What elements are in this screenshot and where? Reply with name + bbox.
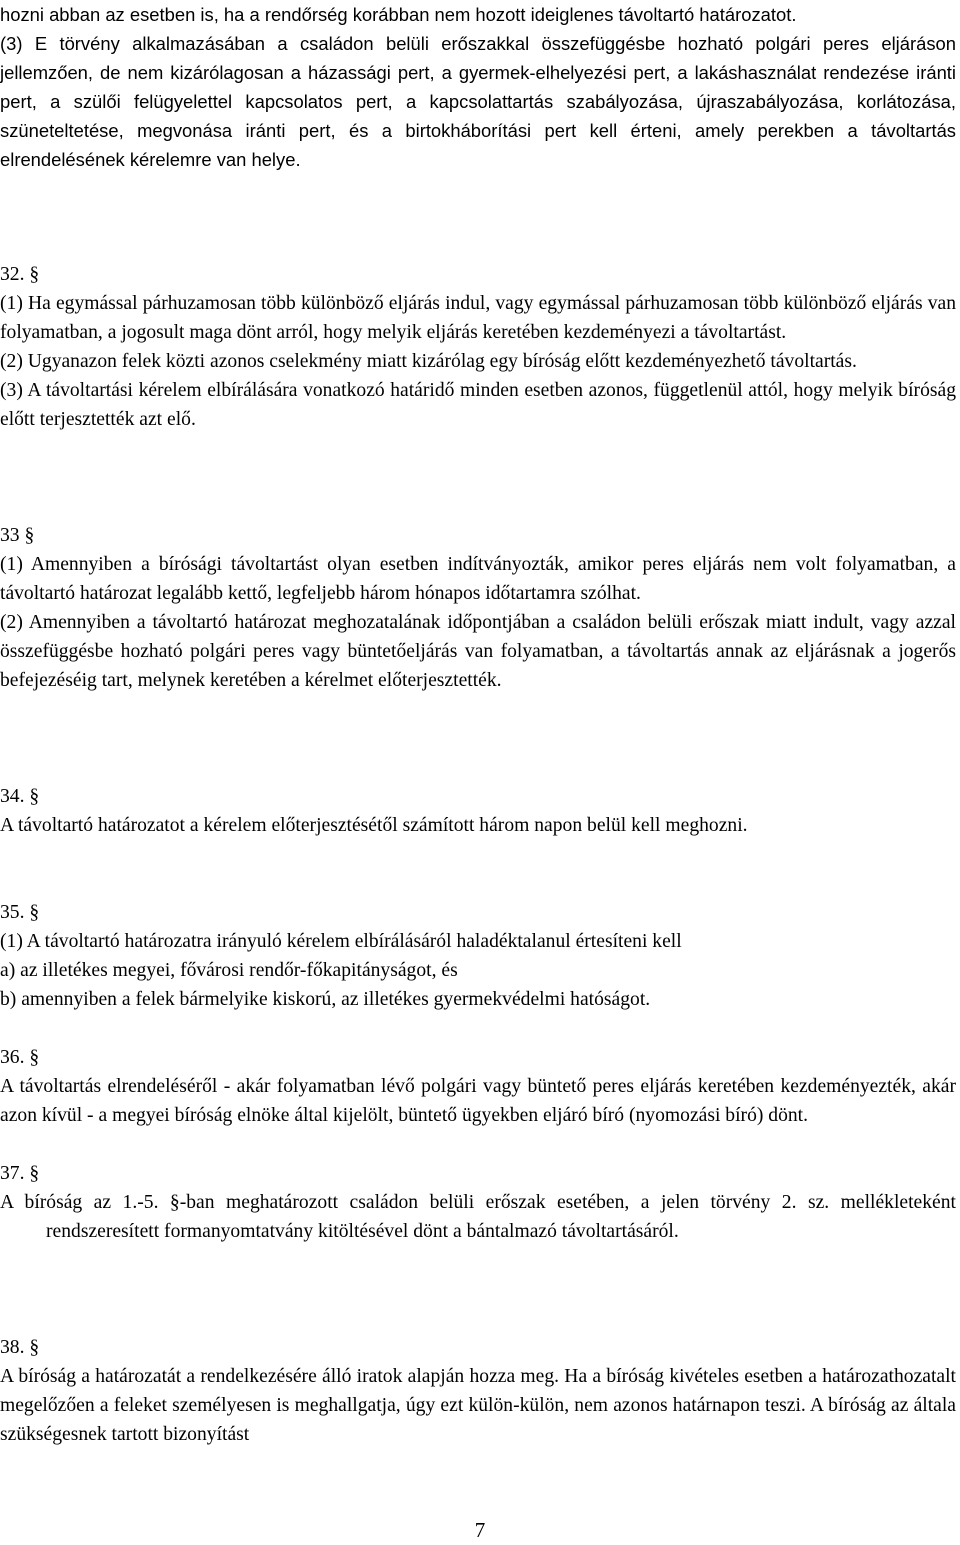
section-title: 36. § (0, 1047, 40, 1068)
section-38 (0, 1333, 956, 1449)
section-title: 32. § (0, 264, 40, 285)
paragraph: (1) A távoltartó határozatra irányuló kérelem elbírálásáról haladéktalanul értesíteni kell (0, 931, 682, 952)
paragraph: (2) Ugyanazon felek közti azonos cselekmény miatt kizárólag egy bíróság előtt kezdeményezhető távoltartás. (0, 351, 857, 372)
section-title: 33 § (0, 525, 35, 546)
section-title: 37. § (0, 1163, 40, 1184)
section-34 (0, 782, 956, 840)
paragraph: (2) Amennyiben a távoltartó határozat meghozatalának időpontjában a családon belüli erőszak miatt indult, vagy azzal összefüggésbe hozható polgári peres vagy büntetőeljárás van folyamatban, a távoltartás annak az eljárásnak a jogerős befejezéséig tart, melynek keretében a kérelmet előterjesztették. (0, 612, 956, 691)
paragraph: A távoltartás elrendeléséről - akár folyamatban lévő polgári vagy büntető peres eljárás keretében kezdeményezték, akár azon kívül - a megyei bíróság elnöke által kijelölt, büntető ügyekben eljáró bíró (nyomozási bíró) dönt. (0, 1076, 956, 1126)
section-title: 35. § (0, 902, 40, 923)
page-number: 7 (474, 1518, 486, 1542)
paragraph: A bíróság az 1.-5. §-ban meghatározott családon belüli erőszak esetében, a jelen törvény 2. sz. mellékleteként rendszeresített formanyomtatvány kitöltésével dönt a bántalmazó távoltartásáról. (0, 1192, 956, 1242)
paragraph: (1) Amennyiben a bírósági távoltartást olyan esetben indítványozták, amikor peres eljárás nem volt folyamatban, a távoltartó határozat legalább kettő, legfeljebb három hónapos időtartamra szólhat. (0, 554, 956, 604)
section-32 (0, 260, 956, 434)
section-title: 38. § (0, 1337, 40, 1358)
list-item: b) amennyiben a felek bármelyike kiskorú, az illetékes gyermekvédelmi hatóságot. (0, 989, 651, 1010)
section-35 (0, 898, 956, 1014)
paragraph: A bíróság a határozatát a rendelkezésére álló iratok alapján hozza meg. Ha a bíróság kivételes esetben a határozathozatalt megelőzően a feleket személyesen is meghallgatja, úgy ezt külön-külön, nem azonos határnapon teszi. A bíróság az általa szükségesnek tartott bizonyítást (0, 1366, 956, 1445)
carryover-text (0, 0, 956, 174)
paragraph: A távoltartó határozatot a kérelem előterjesztésétől számított három napon belül kell meghozni. (0, 815, 748, 836)
list-item: a) az illetékes megyei, fővárosi rendőr-főkapitányságot, és (0, 960, 458, 981)
paragraph: (1) Ha egymással párhuzamosan több különböző eljárás indul, vagy egymással párhuzamosan több különböző eljárás van folyamatban, a jogosult maga dönt arról, hogy melyik eljárás keretében kezdeményezi a távoltartást. (0, 293, 956, 343)
paragraph: (3) E törvény alkalmazásában a családon belüli erőszakkal összefüggésbe hozható polgári peres eljáráson jellemzően, de nem kizárólagosan a házassági pert, a gyermek-elhelyezési pert, a lakáshasználat rendezése iránti pert, a szülői felügyelettel kapcsolatos pert, a kapcsolattartás szabályozása, újraszabályozása, korlátozása, szüneteltetése, megvonása iránti pert, és a birtokháborítási pert kell érteni, amely perekben a távoltartás elrendelésének kérelemre van helye. (0, 33, 956, 170)
section-title: 34. § (0, 786, 40, 807)
section-33 (0, 521, 956, 695)
section-37 (0, 1159, 956, 1246)
paragraph: hozni abban az esetben is, ha a rendőrség korábban nem hozott ideiglenes távoltartó határozatot. (0, 4, 797, 25)
paragraph: (3) A távoltartási kérelem elbírálására vonatkozó határidő minden esetben azonos, függetlenül attól, hogy melyik bíróság előtt terjesztették azt elő. (0, 380, 956, 430)
section-36 (0, 1043, 956, 1130)
